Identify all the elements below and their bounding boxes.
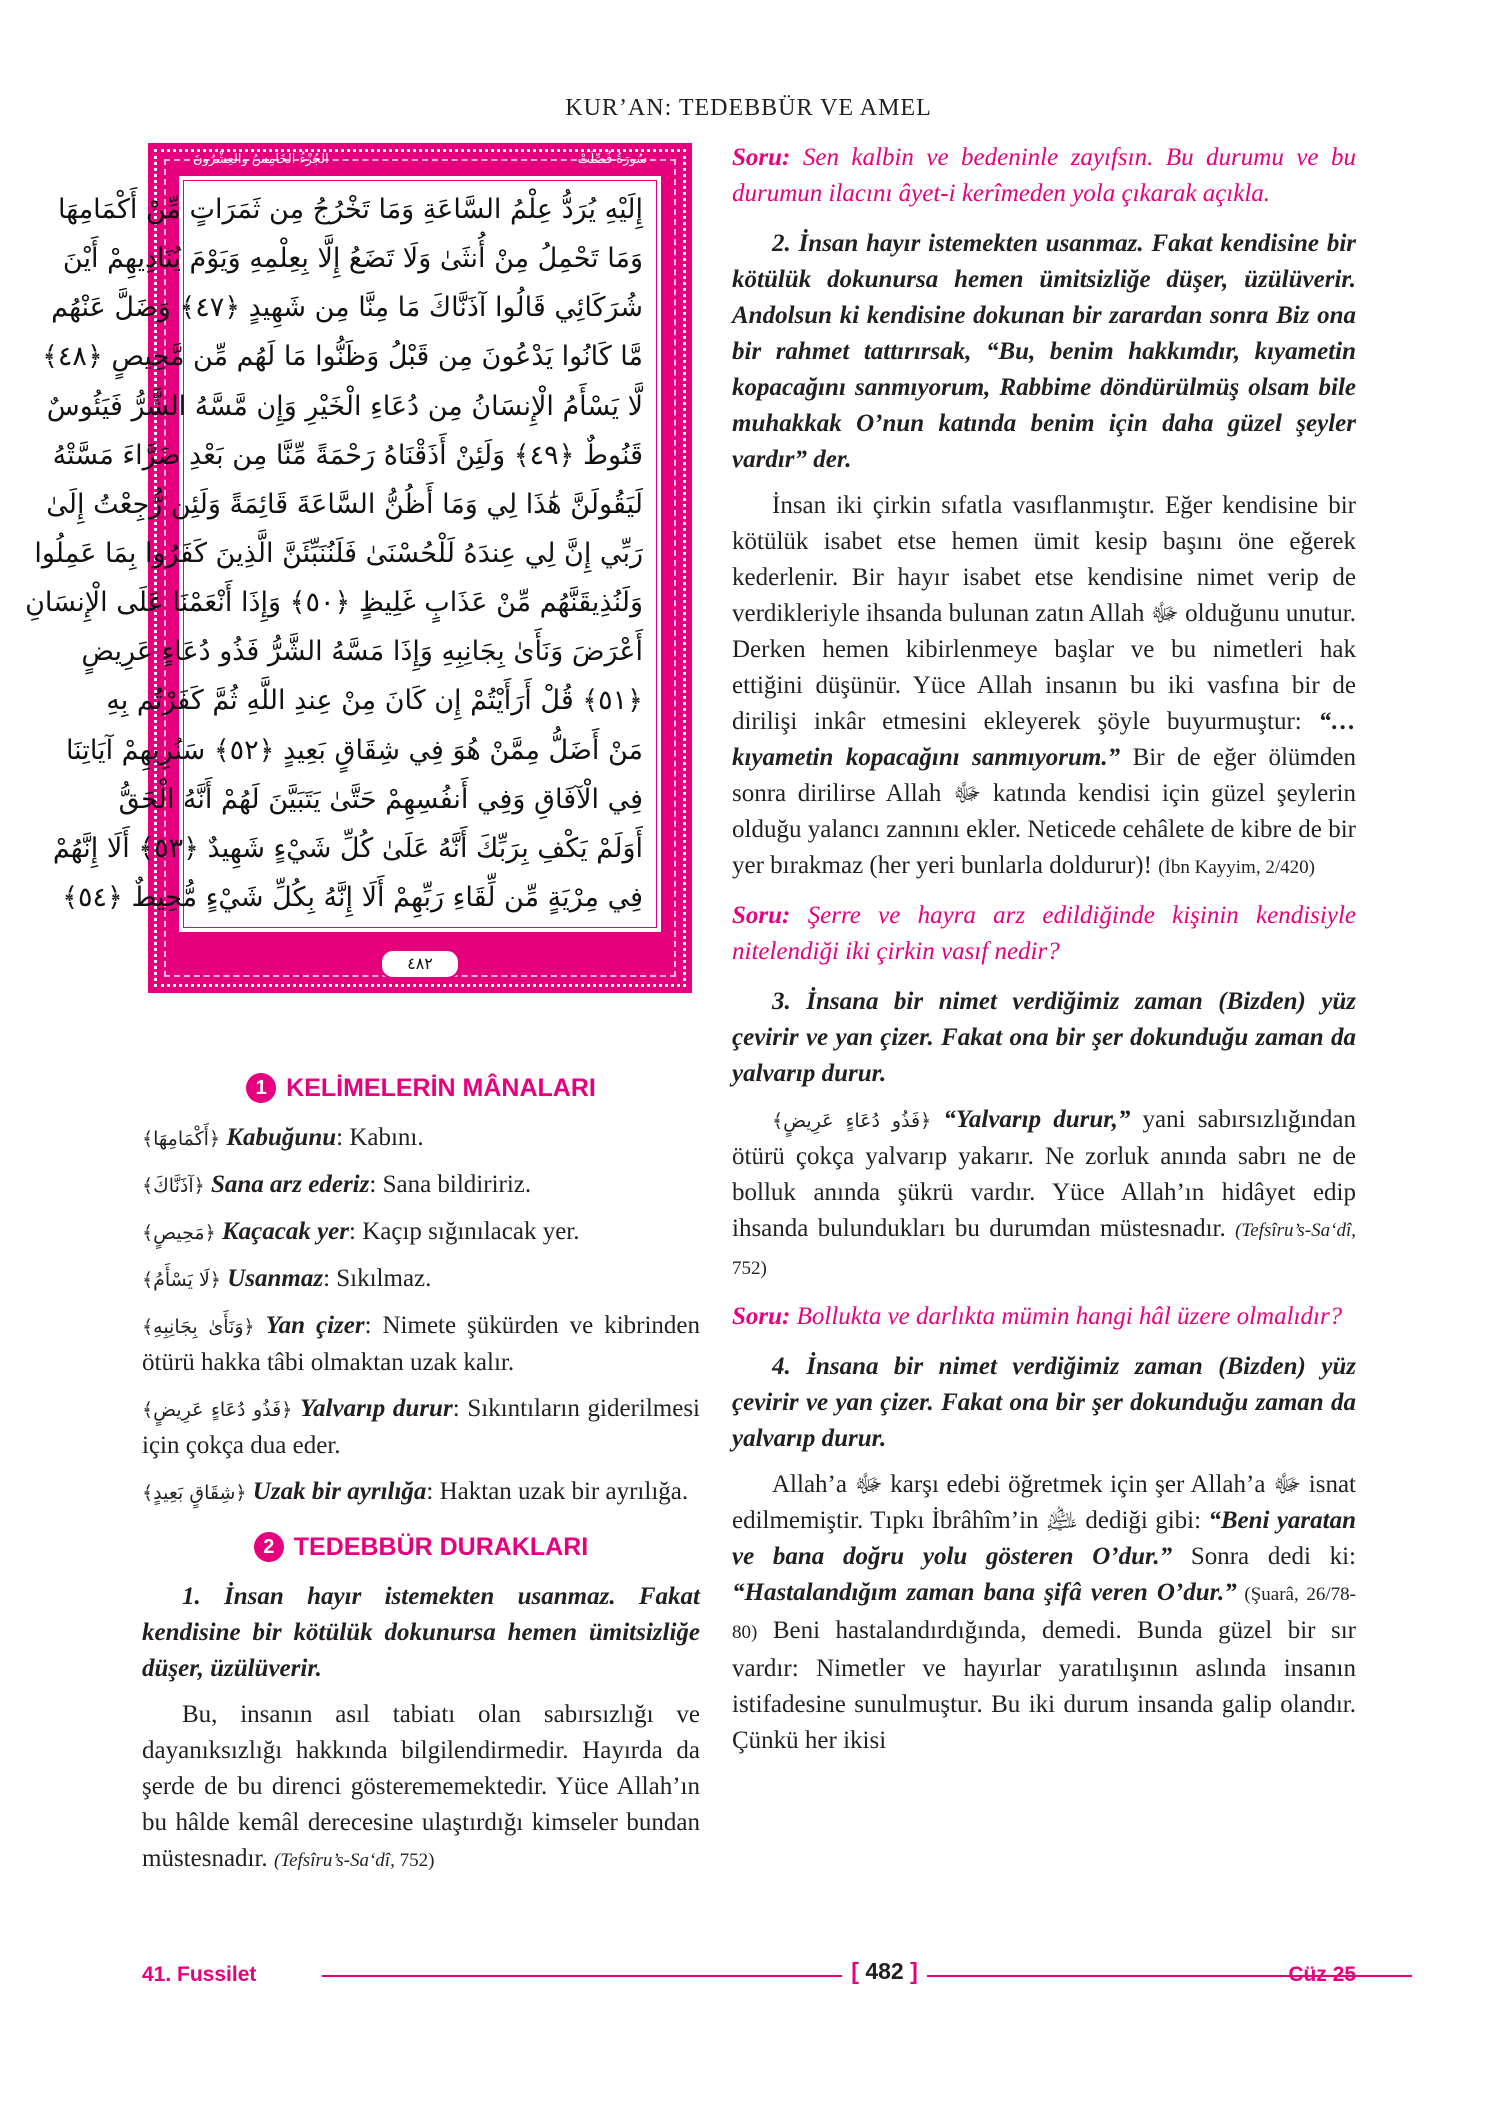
ayah-line: مَّا كَانُوا يَدْعُونَ مِن قَبْلُ وَظَنُّوا مَا لَهُم مِّن مَّحِيصٍ ﴿٤٨﴾: [42, 341, 643, 373]
bracket: [: [851, 1958, 866, 1984]
left-column: [142, 1070, 700, 1891]
question-text: Bollukta ve darlıkta mümin hangi hâl üzere olmalıdır?: [790, 1303, 1343, 1330]
vocab-arabic: ﴿شِقَاقٍ بَعِيدٍ﴾: [142, 1482, 247, 1504]
vocab-entry: [142, 1308, 700, 1381]
vocab-term: Uzak bir ayrılığa: [252, 1478, 427, 1505]
vocab-entry: [142, 1120, 700, 1157]
question: [732, 898, 1356, 970]
ayah-line: وَلَنُذِيقَنَّهُم مِّنْ عَذَابٍ غَلِيظٍ ﴿٥٠﴾ وَإِذَا أَنْعَمْنَا عَلَى الْإِنسَانِ: [25, 587, 643, 619]
mushaf-juz-name: الجُزْءُ الخَامِسُ والعِشْرُونَ: [193, 152, 329, 167]
point-heading: 2. İnsan hayır istemekten usanmaz. Fakat kendisine bir kötülük dokunursa hemen ümitsizliğe düşer, üzülüverir. Andolsun ki kendisine dokunan bir zarardan sonra Biz ona bir rahmet tattırırsak, “Bu, benim hakkımdır, kıyametin kopacağını sanmıyorum, Rabbime döndürülmüş olsam bile muhakkak O’nun katında benim için daha güzel şeyler vardır” der.: [732, 230, 1356, 473]
vocab-arabic: ﴿أَكْمَامِهَا﴾: [142, 1128, 221, 1150]
point-body: [732, 488, 1356, 886]
ayah-line: رَبِّي إِنَّ لِي عِندَهُ لَلْحُسْنَىٰ فَلَنُنَبِّئَنَّ الَّذِينَ كَفَرُوا بِمَا عَمِلُوا: [34, 537, 643, 569]
footer-juz: Cüz 25: [1288, 1963, 1356, 1986]
ayah-line: فِي مِرْيَةٍ مِّن لِّقَاءِ رَبِّهِمْ أَلَا إِنَّهُ بِكُلِّ شَيْءٍ مُّحِيطٌ ﴿٥٤﴾: [62, 881, 643, 913]
citation: (Şuarâ, 26/78-80): [732, 1584, 1356, 1643]
ayah-line: شُرَكَائِي قَالُوا آذَنَّاكَ مَا مِنَّا مِن شَهِيدٍ ﴿٤٧﴾ وَضَلَّ عَنْهُم: [51, 292, 643, 324]
arabic-quote: ﴿فَذُو دُعَاءٍ عَرِيضٍ﴾: [772, 1110, 932, 1132]
body-text: İnsan iki çirkin sıfatla vasıflanmıştır. Eğer kendisine bir kötülük isabet etse hemen ümit kesip başını öne eğerek kederlenir. Bir hayır isabet etse kendisine nimet verip de verdikleriyle ihsanda bulunan zatın Allah ﷻ olduğunu unutur. Derken hemen kibirlenmeye başlar ve bu nimetleri hak ettiğini düşünür. Yüce Allah insanın bu iki vasfına bir de dirilişi inkâr etmesini ekleyerek şöyle buyurmuştur:: [732, 492, 1356, 735]
vocab-entry: [142, 1167, 700, 1204]
running-head: KUR’AN: TEDEBBÜR VE AMEL: [565, 95, 932, 121]
citation-page: 752): [394, 1850, 435, 1871]
section-heading-reflection: [142, 1529, 700, 1565]
footer-surah: 41. Fussilet: [142, 1963, 257, 1986]
ayah-line: وَمَا تَحْمِلُ مِنْ أُنثَىٰ وَلَا تَضَعُ إِلَّا بِعِلْمِهِ وَيَوْمَ يُنَادِيهِمْ أَيْنَ: [62, 243, 643, 275]
citation: [274, 1850, 434, 1871]
body-text: Sonra dedi ki:: [1172, 1543, 1356, 1570]
vocab-definition: : Sıkılmaz.: [323, 1265, 432, 1292]
footer-page-number: [842, 1958, 927, 1985]
body-text: Allah’a ﷻ karşı edebi öğretmek için şer Allah’a ﷻ isnat edilmemiştir. Tıpkı İbrâhîm’in ﵇ dediği gibi:: [732, 1471, 1356, 1534]
body-text: Beni hastalandırdığında, demedi. Bunda güzel bir sır vardır: Nimetler ve hayırlar yaratılışının aslında insanın istifadesine sunulmuştur. Bu iki durum insanda galip olandır. Çünkü her ikisi: [732, 1617, 1356, 1754]
section-title: KELİMELERİN MÂNALARI: [286, 1074, 596, 1102]
ayah-line: إِلَيْهِ يُرَدُّ عِلْمُ السَّاعَةِ وَمَا تَخْرُجُ مِن ثَمَرَاتٍ مِّنْ أَكْمَامِهَا: [58, 194, 643, 225]
vocab-entry: [142, 1391, 700, 1464]
ayah-line: ﴿٥١﴾ قُلْ أَرَأَيْتُمْ إِن كَانَ مِنْ عِندِ اللَّهِ ثُمَّ كَفَرْتُم بِهِ: [106, 685, 643, 717]
question-label: Soru:: [732, 1303, 791, 1330]
vocab-arabic: ﴿مَحِيصٍ﴾: [142, 1222, 216, 1244]
section-title: TEDEBBÜR DURAKLARI: [293, 1533, 589, 1561]
vocab-term: Yalvarıp durur: [300, 1395, 453, 1422]
right-column: [732, 140, 1356, 1771]
point-heading: 3. İnsana bir nimet verdiğimiz zaman (Bizden) yüz çevirir ve yan çizer. Fakat ona bir şer dokunduğu zaman da yalvarıp durur.: [732, 988, 1356, 1087]
point-heading: 4. İnsana bir nimet verdiğimiz zaman (Bizden) yüz çevirir ve yan çizer. Fakat ona bir şer dokunduğu zaman da yalvarıp durur.: [732, 1353, 1356, 1452]
ayah-line: فِي الْآفَاقِ وَفِي أَنفُسِهِمْ حَتَّىٰ يَتَبَيَّنَ لَهُمْ أَنَّهُ الْحَقُّ: [118, 783, 643, 815]
vocab-term: Kabuğunu: [226, 1124, 337, 1151]
ayah-line: مَنْ أَضَلُّ مِمَّنْ هُوَ فِي شِقَاقٍ بَعِيدٍ ﴿٥٢﴾ سَنُرِيهِمْ آيَاتِنَا: [65, 734, 643, 766]
quote: “Yalvarıp durur,”: [931, 1106, 1131, 1133]
point-body: [732, 1467, 1356, 1759]
ayah-line: أَعْرَضَ وَنَأَىٰ بِجَانِبِهِ وَإِذَا مَسَّهُ الشَّرُّ فَذُو دُعَاءٍ عَرِيضٍ: [81, 636, 643, 668]
question: [732, 140, 1356, 212]
point-heading: 1. İnsan hayır istemekten usanmaz. Fakat kendisine bir kötülük dokunursa hemen ümitsizliğe düşer, üzülüverir.: [142, 1583, 700, 1682]
quote: “…kıyametin kopacağını sanmıyorum.”: [732, 708, 1356, 771]
vocab-definition: : Kaçıp sığınılacak yer.: [349, 1218, 580, 1245]
citation-page: 752): [732, 1258, 767, 1279]
page-footer: [142, 1955, 1356, 1995]
question-label: Soru:: [732, 902, 791, 929]
vocab-entry: [142, 1214, 700, 1251]
body-text: Bir de eğer ölümden sonra dirilirse Allah ﷻ katında kendisi için güzel şeylerin olduğu yalancı zannını ekler. Neticede cehâlete de kibre de bir yer bırakmaz (her yeri bunlarla doldurur)!: [732, 744, 1356, 879]
mushaf-surah-name: سُورَةُ فُصِّلَتْ: [577, 152, 647, 167]
vocab-arabic: ﴿آذَنَّاكَ﴾: [142, 1175, 205, 1197]
vocab-term: Kaçacak yer: [221, 1218, 350, 1245]
question-text: Şerre ve hayra arz edildiğinde kişinin kendisiyle nitelendiği iki çirkin vasıf nedir?: [732, 902, 1356, 965]
question: [732, 1299, 1356, 1335]
ayah-lines: [25, 190, 643, 918]
vocab-arabic: ﴿لَا يَسْأَمُ﴾: [142, 1269, 221, 1291]
citation-source: (Tefsîru’s-Sa‘dî,: [1235, 1220, 1356, 1241]
ayah-line: أَوَلَمْ يَكْفِ بِرَبِّكَ أَنَّهُ عَلَىٰ كُلِّ شَيْءٍ شَهِيدٌ ﴿٥٣﴾ أَلَا إِنَّهُمْ: [52, 832, 643, 864]
ayah-line: قَنُوطٌ ﴿٤٩﴾ وَلَئِنْ أَذَقْنَاهُ رَحْمَةً مِّنَّا مِن بَعْدِ ضَرَّاءَ مَسَّتْهُ: [52, 439, 643, 471]
quote: “Beni yaratan ve bana doğru yolu gösteren O’dur.”: [732, 1507, 1356, 1570]
mushaf-page-number: ٤٨٢: [380, 949, 460, 979]
vocab-definition: : Sana bildiririz.: [369, 1171, 532, 1198]
mushaf-text-area: [25, 152, 664, 935]
point-body: [732, 1102, 1356, 1287]
citation-source: (Tefsîru’s-Sa‘dî,: [273, 1850, 395, 1871]
vocab-arabic: ﴿وَنَأَىٰ بِجَانِبِهِ﴾: [142, 1316, 255, 1338]
quote: “Hastalandığım zaman bana şifâ veren O’dur.”: [732, 1579, 1237, 1606]
body-text: Bu, insanın asıl tabiatı olan sabırsızlığı ve dayanıksızlığı hakkında bilgilendirmedir. Hayırda da şerde de bu direnci gösterememektedir. Yüce Allah’ın bu hâlde kemâl derecesine ulaştırdığı kimseler bundan müstesnadır.: [142, 1701, 700, 1872]
body-text: yani sabırsızlığından ötürü çokça yalvarıp yakarır. Ne zorluk anında sabrı ne de bolluk anında şükrü vardır. Yüce Allah’ın hidâyet edip ihsanda bulundukları bu durumdan müstesnadır.: [732, 1106, 1356, 1242]
footer-rule: [322, 1975, 842, 1977]
vocab-entry: [142, 1261, 700, 1298]
section-number-badge: 1: [246, 1073, 276, 1103]
vocab-definition: : Kabını.: [336, 1124, 424, 1151]
vocab-arabic: ﴿فَذُو دُعَاءٍ عَرِيضٍ﴾: [142, 1399, 293, 1421]
vocab-term: Sana arz ederiz: [211, 1171, 370, 1198]
vocab-entry: [142, 1474, 700, 1511]
point-body: [142, 1697, 700, 1879]
ayah-line: لَّا يَسْأَمُ الْإِنسَانُ مِن دُعَاءِ الْخَيْرِ وَإِن مَّسَّهُ الشَّرُّ فَيَئُوسٌ: [46, 390, 643, 422]
vocab-term: Usanmaz: [227, 1265, 324, 1292]
citation: (İbn Kayyim, 2/420): [1158, 857, 1315, 878]
question-text: Sen kalbin ve bedeninle zayıfsın. Bu durumu ve bu durumun ilacını âyet-i kerîmeden yola çıkarak açıkla.: [732, 144, 1356, 207]
vocab-definition: : Nimete şükürden ve kibrinden ötürü hakka tâbi olmaktan uzak kalır.: [142, 1312, 701, 1376]
mushaf-page-frame: [25, 143, 692, 993]
ayah-line: لَيَقُولَنَّ هَٰذَا لِي وَمَا أَظُنُّ السَّاعَةَ قَائِمَةً وَلَئِن رُّجِعْتُ إِلَىٰ: [46, 488, 643, 520]
bracket: ]: [903, 1958, 918, 1984]
vocab-definition: : Haktan uzak bir ayrılığa.: [426, 1478, 689, 1505]
mushaf-header: [179, 152, 661, 172]
question-label: Soru:: [732, 144, 791, 171]
section-number-badge: 2: [254, 1532, 284, 1562]
section-heading-vocabulary: [142, 1070, 700, 1106]
vocab-term: Yan çizer: [265, 1312, 365, 1339]
vocab-definition: : Sıkıntıların giderilmesi için çokça dua eder.: [142, 1395, 700, 1459]
page-number: 482: [865, 1958, 904, 1984]
